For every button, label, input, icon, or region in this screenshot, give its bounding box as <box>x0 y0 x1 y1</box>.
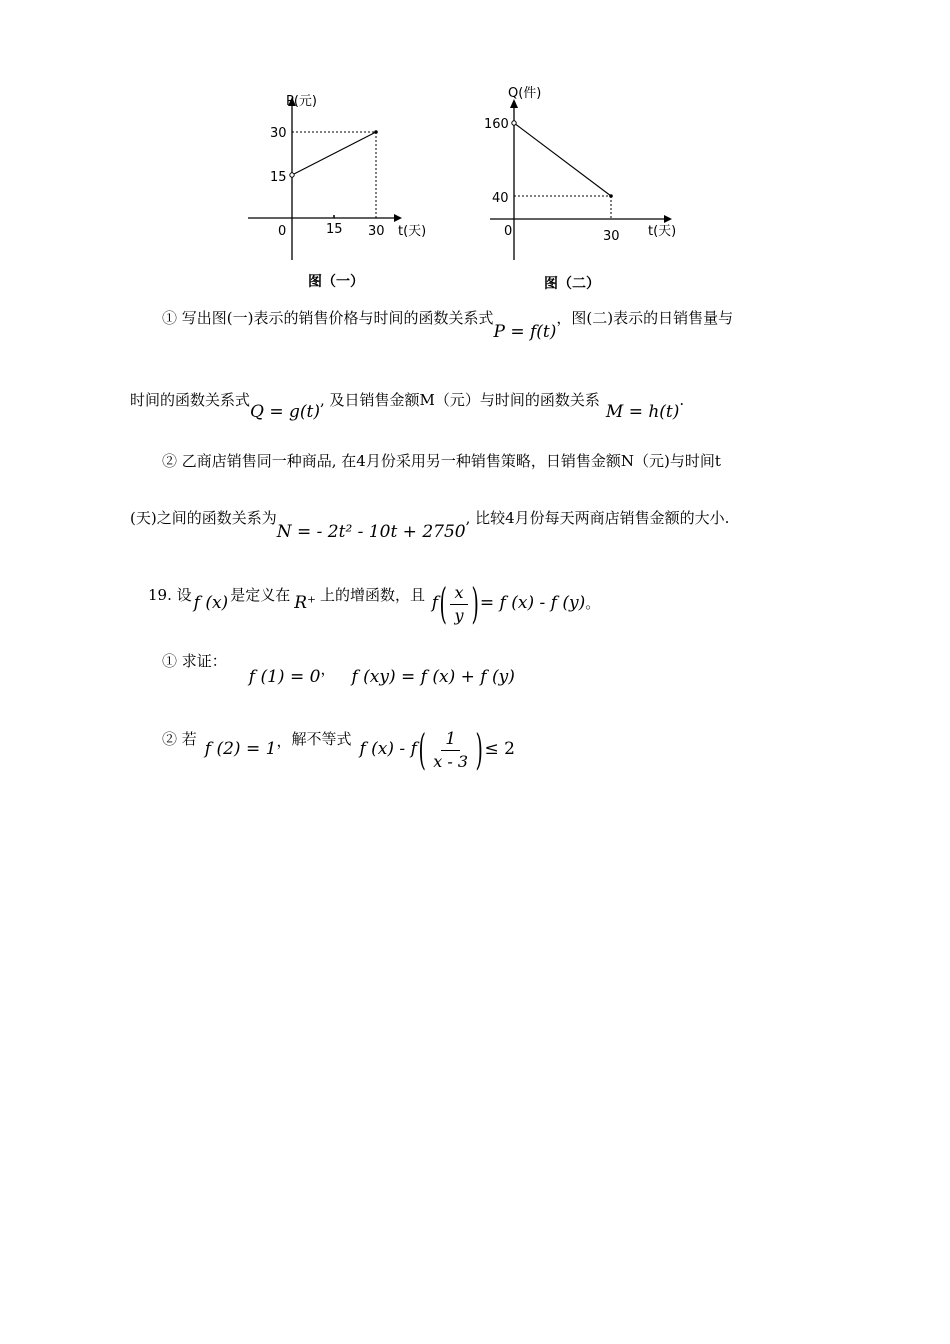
figure-two-origin: 0 <box>504 224 513 239</box>
figure-one-y-label: P(元) <box>286 94 317 109</box>
question-part-one-line-2 <box>130 390 685 422</box>
figure-one-open-point <box>290 173 294 177</box>
math-p-of-t: P = f(t) <box>493 322 557 342</box>
figure-two-axes <box>490 99 672 260</box>
figure-two-chart <box>478 80 708 300</box>
text-run: 。 <box>585 594 601 612</box>
math-q-of-t: Q = g(t) <box>250 402 320 422</box>
text-run: 解不等式 <box>291 730 352 748</box>
math-f2-equals-1: f (2) = 1 <box>204 739 277 759</box>
text-run: . <box>679 391 685 409</box>
figure-two-open-point <box>512 121 516 125</box>
text-run: ，图(二)表示的日销售量与 <box>556 309 734 327</box>
figure-two-x-tick-30: 30 <box>603 229 620 244</box>
math-f-of-x: f (x) <box>193 593 229 613</box>
figure-two-end-point <box>609 194 613 198</box>
text-run: 上的增函数，且 <box>319 586 425 604</box>
text-run: 是定义在 <box>230 586 291 604</box>
right-paren: ) <box>471 579 479 628</box>
question-19-part-two <box>162 722 515 776</box>
figure-two-y-tick-160: 160 <box>484 117 509 132</box>
figure-two <box>478 80 708 300</box>
math-f: f <box>431 593 439 613</box>
figure-one-chart <box>240 85 460 300</box>
figure-one-x-tick-30: 30 <box>368 224 385 239</box>
left-paren: ( <box>439 579 447 628</box>
figure-one-y-tick-30: 30 <box>270 126 287 141</box>
figure-two-series-line <box>514 123 611 196</box>
math-f1-equals-0: f (1) = 0 <box>248 667 321 687</box>
math-rhs: = f (x) - f (y) <box>479 593 586 613</box>
figure-one-end-point <box>374 130 378 134</box>
math-lhs: f (x) - f <box>359 739 417 759</box>
text-run: 时间的函数关系式 <box>130 391 251 409</box>
figure-one-series-line <box>292 132 376 175</box>
fraction-1-over-x-minus-3 <box>429 730 472 771</box>
text-run: ， <box>320 660 336 678</box>
question-part-one-line-1 <box>162 308 734 342</box>
fraction-numerator: 1 <box>441 730 460 751</box>
question-19-part-one <box>162 652 515 687</box>
figure-one-y-tick-15: 15 <box>270 170 287 185</box>
figure-two-y-tick-40: 40 <box>492 191 509 206</box>
text-run: ② 乙商店销售同一种商品, 在4月份采用另一种销售策略，日销售金额N（元)与时间t <box>162 452 721 470</box>
text-run: ， <box>276 732 292 750</box>
figure-two-caption: 图（二） <box>544 276 600 292</box>
fraction-denominator: x - 3 <box>433 751 469 771</box>
figure-two-y-label: Q(件) <box>508 86 542 101</box>
fraction-denominator: y <box>454 605 464 625</box>
text-run: , 比较4月份每天两商店销售金额的大小. <box>465 509 730 527</box>
figure-one-origin: 0 <box>278 224 287 239</box>
math-n-function: N = - 2t² - 10t + 2750 <box>276 522 466 542</box>
figure-two-x-label: t(天) <box>648 224 677 239</box>
fraction-x-over-y <box>450 584 467 625</box>
left-paren: ( <box>418 725 426 774</box>
math-le-2: ≤ 2 <box>484 739 515 759</box>
math-m-of-t: M = h(t) <box>605 402 680 422</box>
question-19-stem <box>148 578 600 628</box>
text-run: ② 若 <box>162 730 197 748</box>
question-number: 19. 设 <box>148 586 192 604</box>
figure-one-x-tick-15: 15 <box>326 222 343 237</box>
figure-one-x-label: t(天) <box>398 224 427 239</box>
text-run: ① 求证： <box>162 652 227 670</box>
question-part-two-line-1 <box>162 451 721 471</box>
text-run: (天)之间的函数关系为 <box>130 509 277 527</box>
figure-one-caption: 图（一） <box>308 274 364 290</box>
question-part-two-line-2 <box>130 508 730 542</box>
figure-one <box>240 85 460 300</box>
fraction-numerator: x <box>450 584 467 605</box>
text-run: , 及日销售金额M（元）与时间的函数关系 <box>319 391 600 409</box>
math-fxy: f (xy) = f (x) + f (y) <box>351 667 515 687</box>
right-paren: ) <box>475 725 483 774</box>
math-r-plus: R⁺ <box>294 593 316 613</box>
text-run: ① 写出图(一)表示的销售价格与时间的函数关系式 <box>162 309 494 327</box>
